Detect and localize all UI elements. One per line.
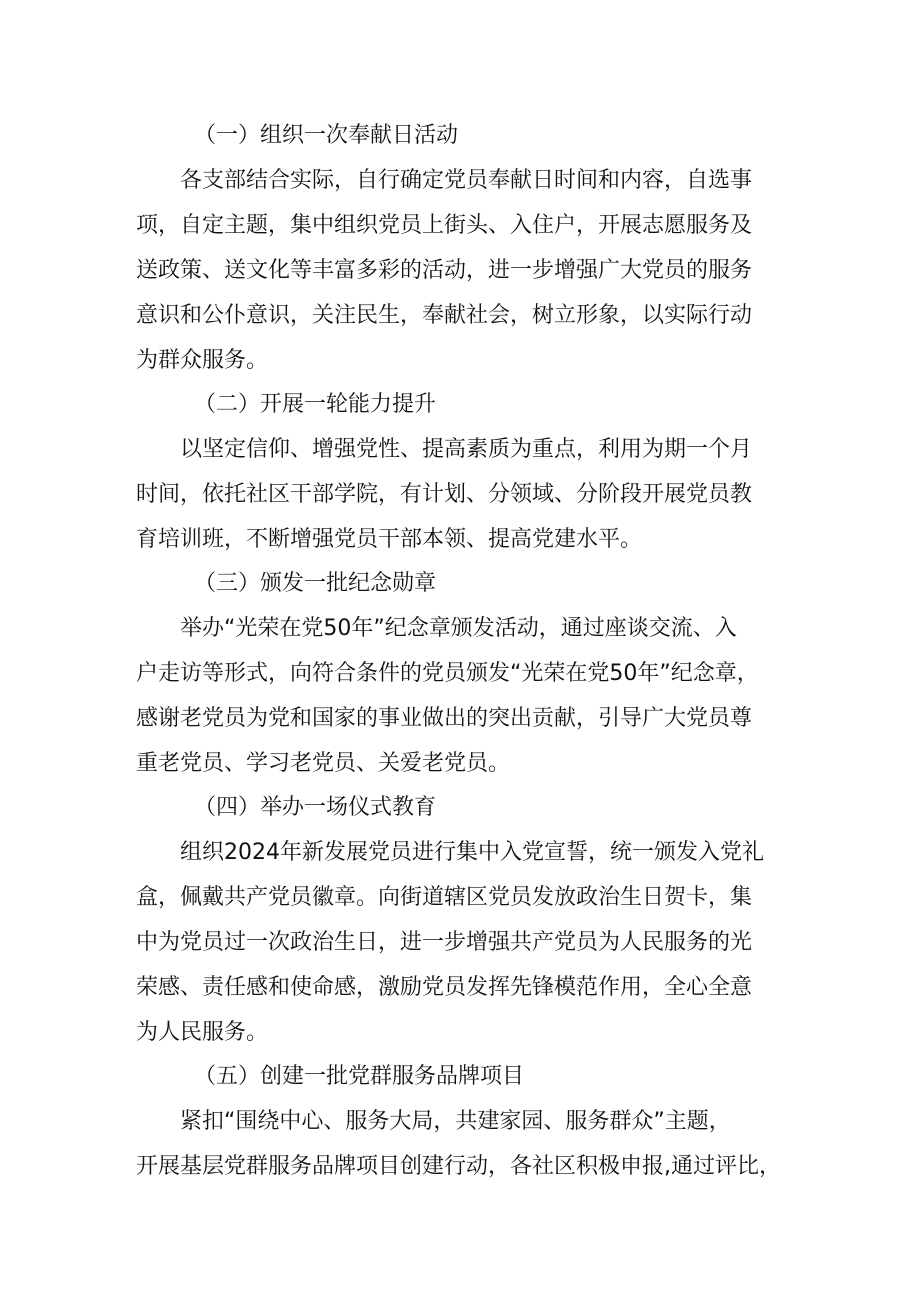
section-paragraph-1 — [136, 158, 790, 383]
section-paragraph-2 — [136, 427, 790, 562]
section-heading-2: （二）开展一轮能力提升 — [194, 392, 437, 417]
section-paragraph-4 — [136, 830, 790, 1055]
paragraph-line: 时间，依托社区干部学院，有计划、分领域、分阶段开展党员教 — [136, 482, 753, 507]
section-heading-1: （一）组织一次奉献日活动 — [194, 123, 459, 148]
paragraph-line: 开展基层党群服务品牌项目创建行动，各社区积极申报,通过评比， — [136, 1154, 781, 1179]
paragraph-line: 举办“光荣在党50年”纪念章颁发活动，通过座谈交流、入 — [180, 616, 737, 641]
paragraph-line: 项，自定主题，集中组织党员上街头、入住户，开展志愿服务及 — [136, 213, 753, 238]
section-heading-3: （三）颁发一批纪念勋章 — [194, 571, 437, 596]
paragraph-line: 送政策、送文化等丰富多彩的活动，进一步增强广大党员的服务 — [136, 258, 753, 283]
document-body — [136, 114, 790, 1189]
paragraph-line: 中为党员过一次政治生日，进一步增强共产党员为人民服务的光 — [136, 930, 753, 955]
section-heading-4: （四）举办一场仪式教育 — [194, 795, 437, 820]
paragraph-line: 育培训班，不断增强党员干部本领、提高党建水平。 — [136, 527, 643, 552]
paragraph-line: 为群众服务。 — [136, 348, 269, 373]
paragraph-line: 组织2024年新发展党员进行集中入党宣誓，统一颁发入党礼 — [180, 840, 764, 865]
paragraph-line: 以坚定信仰、增强党性、提高素质为重点，利用为期一个月 — [180, 437, 753, 462]
paragraph-line: 意识和公仆意识，关注民生，奉献社会，树立形象，以实际行动 — [136, 303, 753, 328]
paragraph-line: 荣感、责任感和使命感，激励党员发挥先锋模范作用，全心全意 — [136, 975, 753, 1000]
paragraph-line: 紧扣“围绕中心、服务大局，共建家园、服务群众”主题， — [180, 1109, 731, 1134]
section-paragraph-5 — [136, 1099, 790, 1189]
paragraph-line: 感谢老党员为党和国家的事业做出的突出贡献，引导广大党员尊 — [136, 706, 753, 731]
paragraph-line: 为人民服务。 — [136, 1020, 269, 1045]
paragraph-line: 盒，佩戴共产党员徽章。向街道辖区党员发放政治生日贺卡，集 — [136, 885, 753, 910]
paragraph-line: 重老党员、学习老党员、关爱老党员。 — [136, 751, 511, 776]
section-paragraph-3 — [136, 606, 790, 786]
paragraph-line: 户走访等形式，向符合条件的党员颁发“光荣在党50年”纪念章， — [136, 661, 759, 686]
paragraph-line: 各支部结合实际，自行确定党员奉献日时间和内容，自选事 — [180, 168, 753, 193]
section-heading-5: （五）创建一批党群服务品牌项目 — [194, 1064, 525, 1089]
